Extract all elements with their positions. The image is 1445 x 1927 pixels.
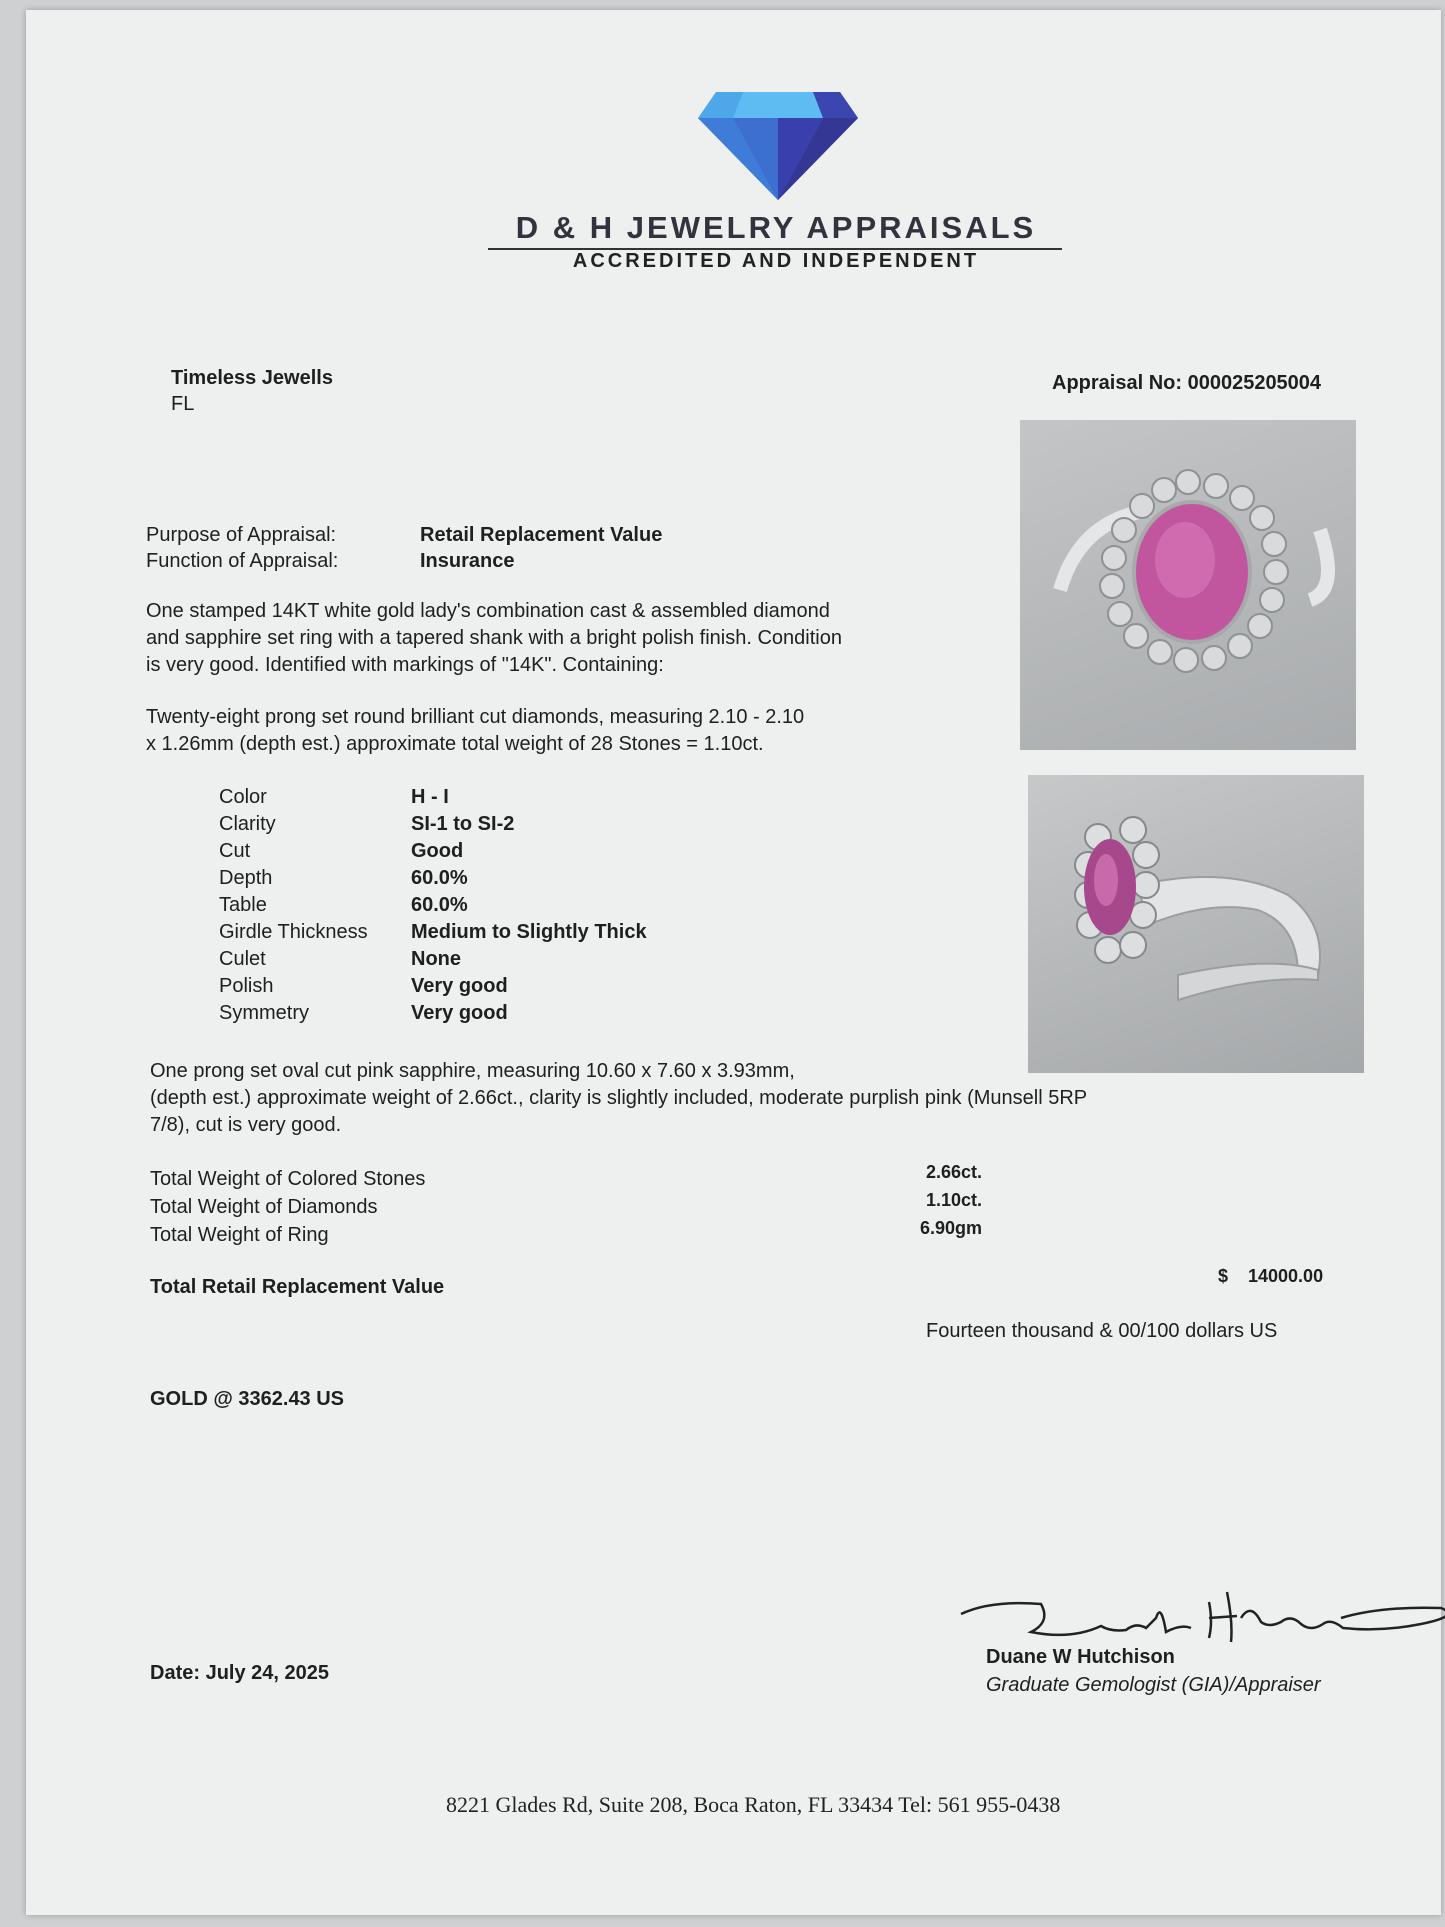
spec-label: Symmetry [219,1002,309,1024]
company-tagline: ACCREDITED AND INDEPENDENT [572,250,980,272]
spec-label: Clarity [219,813,276,835]
gold-price: GOLD @ 3362.43 US [150,1388,345,1410]
signature-image [951,1562,1445,1652]
total-label: Total Weight of Colored Stones [150,1168,426,1190]
company-name: D & H JEWELRY APPRAISALS [515,210,1037,245]
spec-label: Table [219,894,267,916]
spec-row [219,813,819,840]
spec-value: 60.0% [411,894,468,916]
ring-photo-top [1020,420,1356,750]
spec-value: Very good [411,975,508,997]
total-label: Total Weight of Ring [150,1224,329,1246]
spec-label: Culet [219,948,266,970]
appraisal-number: Appraisal No: 000025205004 [1052,372,1322,394]
footer-address: 8221 Glades Rd, Suite 208, Boca Raton, FL 33434 Tel: 561 955-0438 [446,1792,1061,1817]
ring-top-image [1020,420,1356,750]
function-value: Insurance [420,550,515,572]
sapphire-line: 7/8), cut is very good. [150,1114,342,1136]
spec-value: Good [411,840,464,862]
spec-label: Color [219,786,267,808]
total-value: 6.90gm [920,1218,983,1238]
spec-row [219,867,819,894]
description-line: and sapphire set ring with a tapered shank with a bright polish finish. Condition [146,627,842,649]
spec-value: H - I [411,786,449,808]
spec-label: Polish [219,975,274,997]
spec-value: Very good [411,1002,508,1024]
description-line: is very good. Identified with markings of "14K". Containing: [146,654,664,676]
currency-symbol: $ [1218,1266,1229,1286]
ring-description [146,598,842,679]
appraisal-document [26,10,1441,1915]
function-label: Function of Appraisal: [146,550,339,572]
spec-row [219,786,819,813]
appraiser-title: Graduate Gemologist (GIA)/Appraiser [986,1674,1321,1696]
spec-row [219,921,819,948]
spec-row [219,948,819,975]
spec-row [219,975,819,1002]
purpose-label: Purpose of Appraisal: [146,524,337,546]
spec-value: SI-1 to SI-2 [411,813,515,835]
purpose-value: Retail Replacement Value [420,524,663,546]
diamond-line: x 1.26mm (depth est.) approximate total weight of 28 Stones = 1.10ct. [146,733,764,755]
spec-row [219,1002,819,1029]
spec-value: None [411,948,461,970]
sapphire-description [150,1058,1087,1139]
spec-row [219,840,819,867]
appraiser-name: Duane W Hutchison [986,1646,1175,1668]
diamond-description [146,704,804,758]
spec-label: Cut [219,840,251,862]
total-value: 1.10ct. [926,1190,983,1210]
sapphire-line: One prong set oval cut pink sapphire, measuring 10.60 x 7.60 x 3.93mm, [150,1060,795,1082]
ring-side-image [1028,775,1364,1073]
total-value: 2.66ct. [926,1162,983,1182]
description-line: One stamped 14KT white gold lady's combination cast & assembled diamond [146,600,830,622]
spec-label: Depth [219,867,273,889]
spec-value: 60.0% [411,867,468,889]
spec-label: Girdle Thickness [219,921,368,943]
spec-row [219,894,819,921]
spec-value: Medium to Slightly Thick [411,921,647,943]
ring-photo-side [1028,775,1364,1073]
retail-amount: 14000.00 [1248,1266,1324,1286]
retail-amount-words: Fourteen thousand & 00/100 dollars US [926,1320,1278,1342]
client-name: Timeless Jewells [171,367,333,389]
diamond-logo-icon [698,92,858,200]
diamond-line: Twenty-eight prong set round brilliant cut diamonds, measuring 2.10 - 2.10 [146,706,805,728]
appraisal-date: Date: July 24, 2025 [150,1662,329,1684]
sapphire-line: (depth est.) approximate weight of 2.66ct., clarity is slightly included, moderate purplish pink (Munsell 5RP [150,1087,1088,1109]
client-state: FL [171,393,195,415]
retail-value-label: Total Retail Replacement Value [150,1276,445,1298]
total-label: Total Weight of Diamonds [150,1196,378,1218]
